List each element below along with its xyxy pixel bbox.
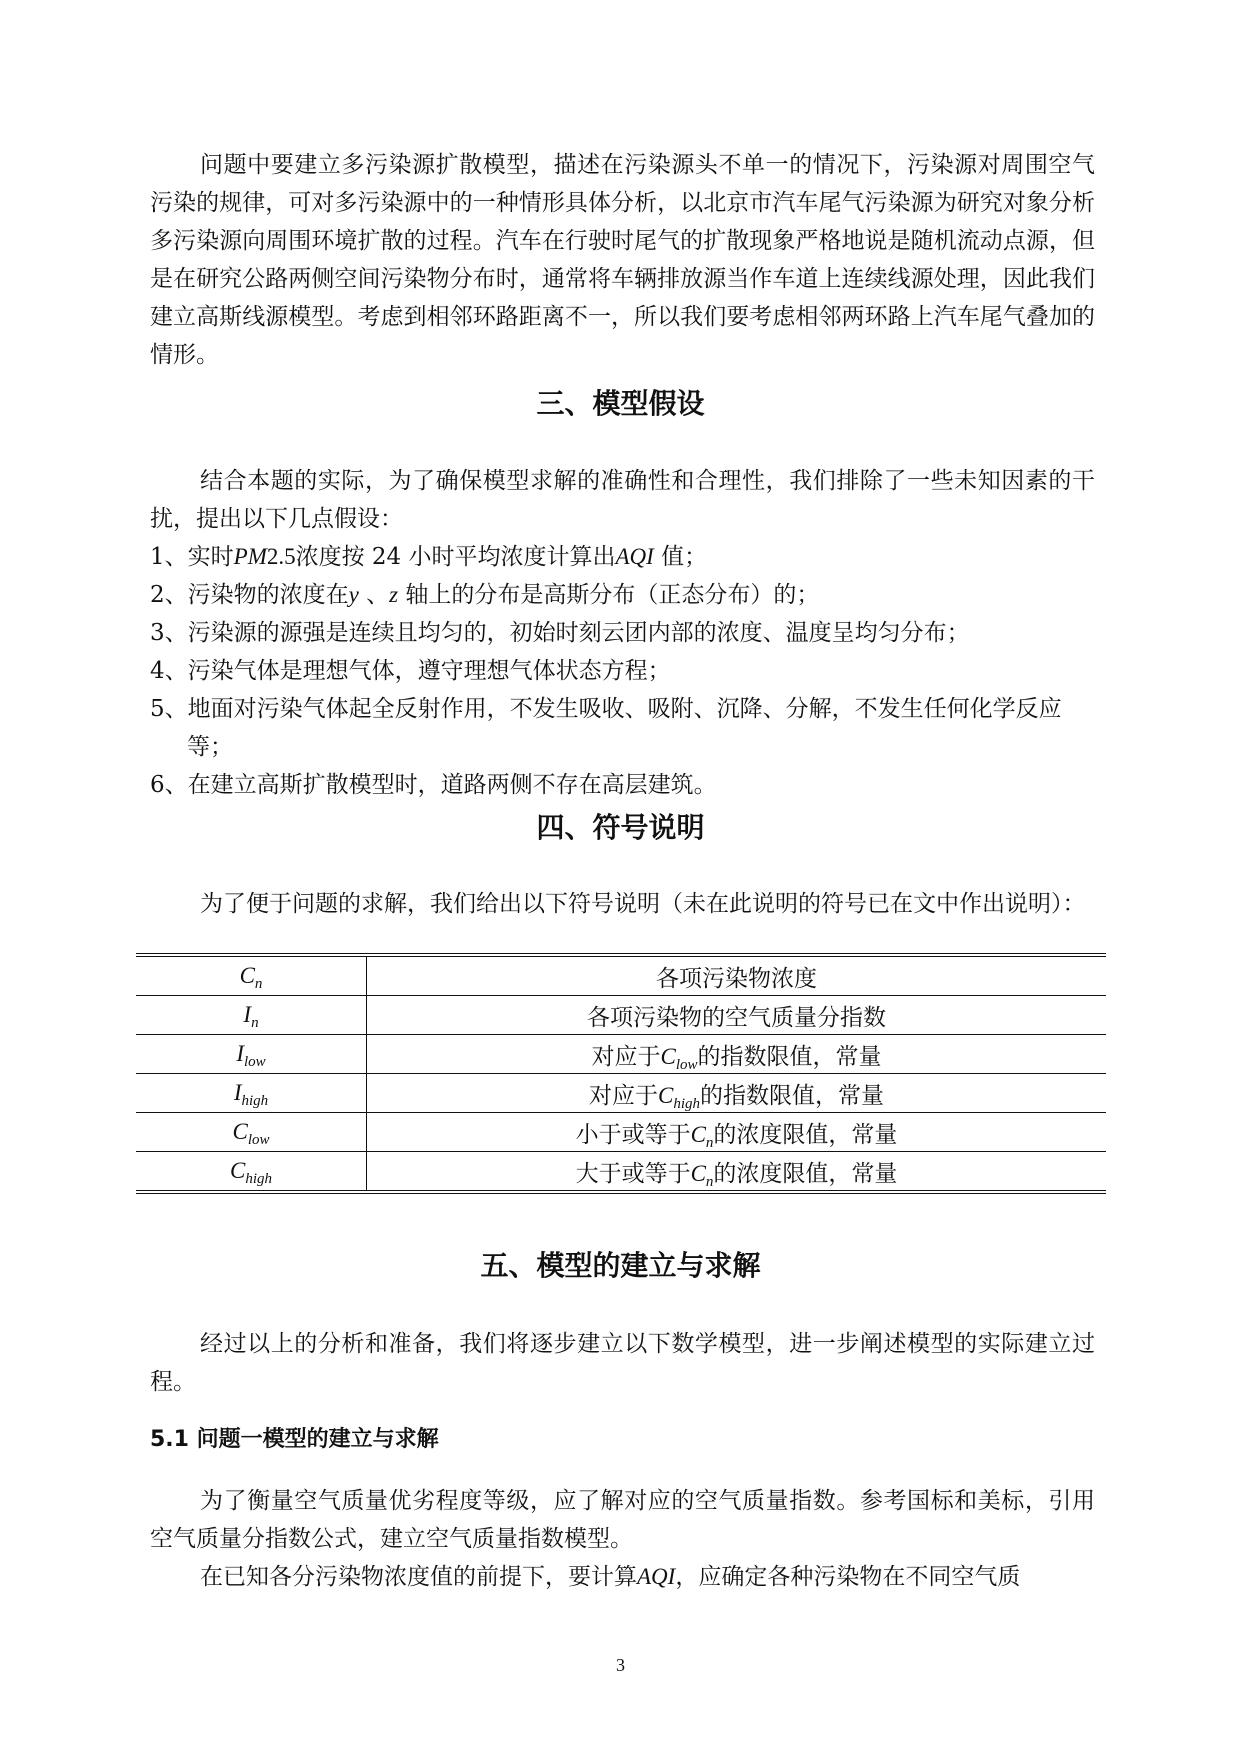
inline-subscript: n (705, 1173, 714, 1190)
table-row (136, 1113, 1106, 1152)
symbols-lead: 为了便于问题的求解，我们给出以下符号说明（未在此说明的符号已在文中作出说明）： (200, 891, 1086, 917)
table-row (136, 955, 1106, 996)
symbol-cell (136, 1035, 367, 1074)
symbol-main: I (243, 1002, 252, 1027)
section-5-heading: 五、模型的建立与求解 (480, 1249, 761, 1282)
assumption-item (150, 652, 1095, 690)
assumptions-list (150, 538, 1095, 804)
symbol-subscript: high (241, 1093, 269, 1109)
math-symbol: AQI (637, 1564, 676, 1589)
item-number: 2、 (150, 582, 188, 608)
description-text: 各项污染物的空气质量分指数 (587, 1004, 886, 1031)
item-number: 5、 (150, 696, 188, 722)
symbol-cell (136, 1074, 367, 1113)
paragraph-text: 在已知各分污染物浓度值的前提下，要计算 (200, 1564, 637, 1590)
symbol-subscript: n (251, 1015, 259, 1031)
math-symbol: z (389, 582, 399, 607)
section-4-heading: 四、符号说明 (536, 811, 705, 844)
item-text: 地面对污染气体起全反射作用，不发生吸收、吸附、沉降、分解，不发生任何化学反应等； (187, 696, 1062, 760)
assumption-item (150, 766, 1095, 804)
table-row (136, 1035, 1106, 1074)
intro-paragraph: 问题中要建立多污染源扩散模型，描述在污染源头不单一的情况下，污染源对周围空气污染的规律，可对多污染源中的一种情形具体分析，以北京市汽车尾气污染源为研究对象分析多污染源向周围环境扩散的过程。汽车在行驶时尾气的扩散现象严格地说是随机流动点源，但是在研究公路两侧空间污染物分布时，通常将车辆排放源当作车道上连续线源处理，因此我们建立高斯线源模型。考虑到相邻环路距离不一，所以我们要考虑相邻两环路上汽车尾气叠加的情形。 (150, 152, 1095, 368)
assumption-item (150, 690, 1095, 766)
description-cell (367, 1113, 1107, 1152)
math-symbol: PM (233, 544, 267, 569)
symbol-main: I (233, 1080, 242, 1105)
model-lead: 经过以上的分析和准备，我们将逐步建立以下数学模型，进一步阐述模型的实际建立过程。 (150, 1331, 1095, 1395)
page-number: 3 (616, 1655, 625, 1675)
symbol-subscript: low (247, 1132, 270, 1148)
model-paragraph-2 (150, 1558, 1095, 1596)
description-text: 的浓度限值，常量 (713, 1121, 898, 1148)
table-row (136, 1152, 1106, 1193)
symbol-cell (136, 955, 367, 996)
item-text: 污染气体是理想气体，遵守理想气体状态方程； (187, 658, 671, 684)
paragraph-text: ，应确定各种污染物在不同空气质 (675, 1564, 1021, 1590)
symbol-cell (136, 1152, 367, 1193)
table-row (136, 1074, 1106, 1113)
item-text: 轴上的分布是高斯分布（正态分布）的； (398, 582, 820, 608)
assumptions-lead: 结合本题的实际，为了确保模型求解的准确性和合理性，我们排除了一些未知因素的干扰，提出以下几点假设： (150, 468, 1095, 532)
description-text: 对应于 (591, 1043, 661, 1070)
math-number: 2.5 (266, 544, 296, 569)
item-text: 污染物的浓度在 (187, 582, 349, 608)
description-text: 的指数限值，常量 (697, 1043, 882, 1070)
item-number: 3、 (150, 620, 188, 646)
description-cell (367, 1035, 1107, 1074)
item-number: 4、 (150, 658, 188, 684)
symbol-cell (136, 996, 367, 1035)
symbol-main: C (229, 1158, 246, 1183)
inline-subscript: n (705, 1134, 714, 1151)
inline-subscript: low (675, 1056, 698, 1073)
description-cell (367, 955, 1107, 996)
symbol-main: C (239, 963, 255, 988)
model-paragraph-1: 为了衡量空气质量优劣程度等级，应了解对应的空气质量指数。参考国标和美标，引用空气质量分指数公式，建立空气质量指数模型。 (150, 1488, 1095, 1552)
subsection-5-1-heading: 5.1 问题一模型的建立与求解 (150, 1427, 439, 1452)
description-cell (367, 1074, 1107, 1113)
item-text: 在建立高斯扩散模型时，道路两侧不存在高层建筑。 (187, 772, 717, 798)
symbol-subscript: low (243, 1054, 266, 1070)
symbol-main: C (232, 1119, 248, 1144)
description-text: 大于或等于 (575, 1160, 691, 1187)
description-cell (367, 996, 1107, 1035)
item-text: 污染源的源强是连续且均匀的，初始时刻云团内部的浓度、温度呈均匀分布； (187, 620, 970, 646)
description-text: 的指数限值，常量 (700, 1082, 884, 1109)
inline-subscript: high (673, 1095, 700, 1112)
item-number: 1、 (150, 544, 188, 570)
inline-symbol: C (690, 1121, 706, 1147)
symbol-table (136, 953, 1106, 1194)
description-text: 对应于 (588, 1082, 658, 1109)
assumption-item (150, 538, 1095, 576)
description-text: 小于或等于 (575, 1121, 691, 1148)
table-row (136, 996, 1106, 1035)
item-text: 值； (653, 544, 708, 570)
inline-symbol: C (657, 1082, 674, 1108)
item-number: 6、 (150, 772, 188, 798)
symbol-main: I (236, 1041, 244, 1066)
assumption-item (150, 614, 1095, 652)
description-cell (367, 1152, 1107, 1193)
item-text: 浓度按 24 小时平均浓度计算出 (295, 544, 616, 570)
item-text: 实时 (187, 544, 234, 570)
symbol-cell (136, 1113, 367, 1152)
inline-symbol: C (690, 1160, 706, 1186)
item-text: 、 (358, 582, 390, 608)
symbol-subscript: high (245, 1171, 272, 1187)
inline-symbol: C (660, 1043, 676, 1069)
description-text: 的浓度限值，常量 (713, 1160, 898, 1187)
math-symbol: y (348, 582, 359, 607)
description-text: 各项污染物浓度 (656, 965, 817, 992)
section-3-heading: 三、模型假设 (536, 387, 705, 420)
math-symbol: AQI (615, 544, 654, 569)
symbol-subscript: n (254, 976, 263, 992)
assumption-item (150, 576, 1095, 614)
